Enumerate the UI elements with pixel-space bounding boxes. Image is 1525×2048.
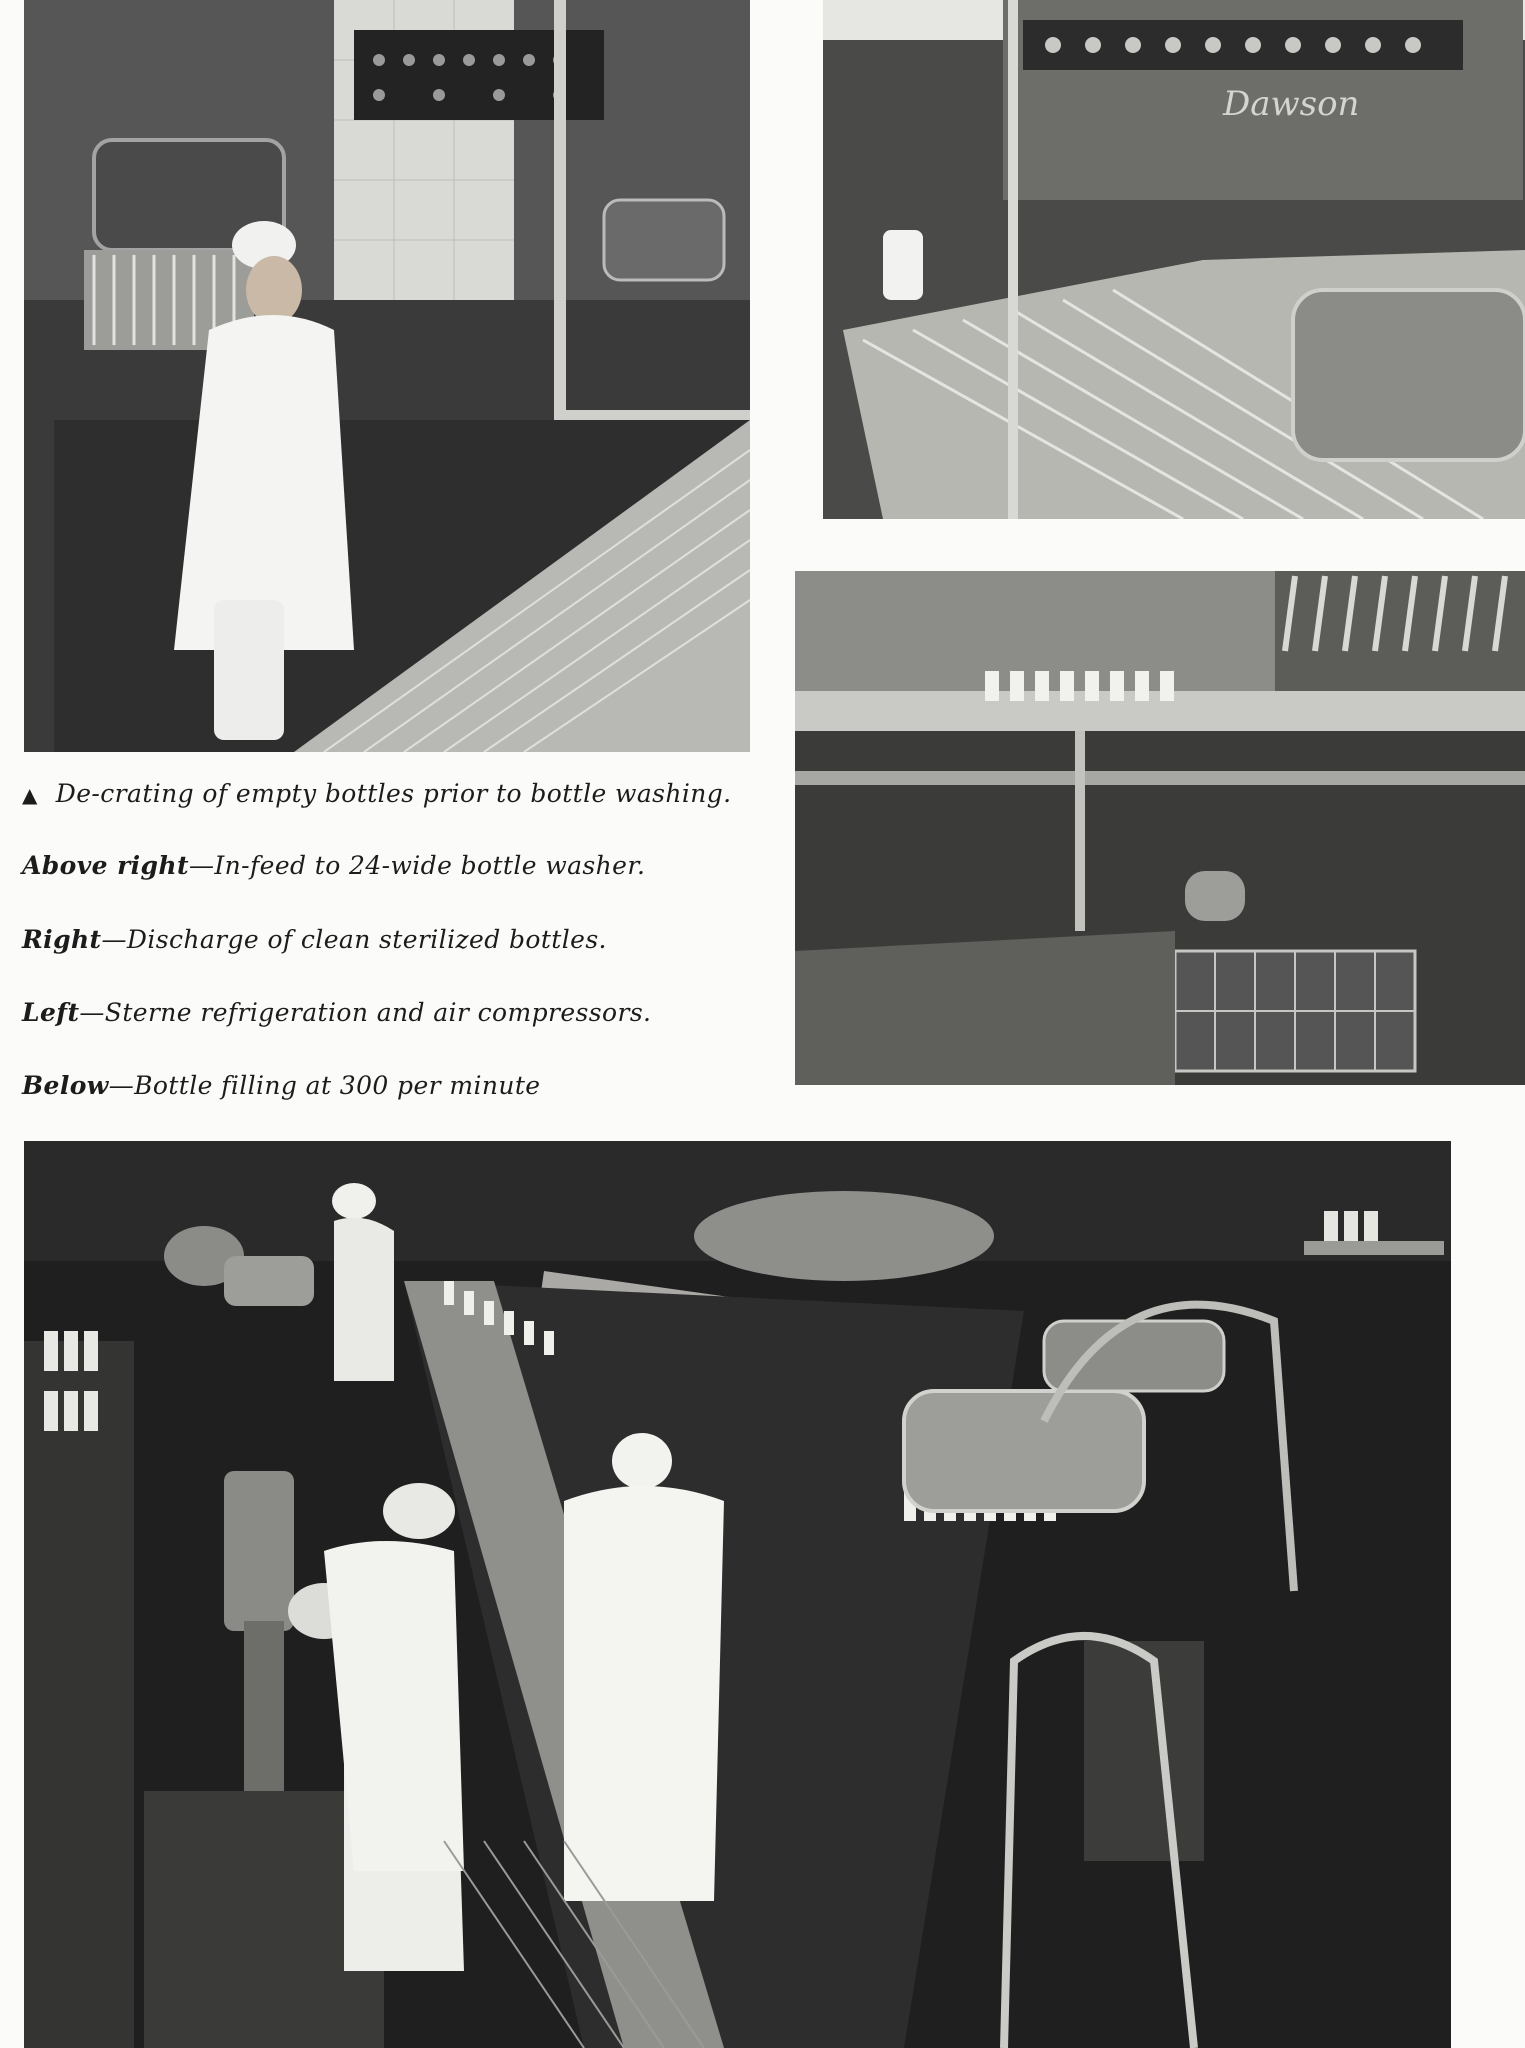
caption-right-lead: Right xyxy=(22,925,102,954)
photo-discharge-sterilized-bottles xyxy=(795,571,1525,1085)
photo-decrating-empty-bottles xyxy=(24,0,750,752)
caption-left-lead: Left xyxy=(22,998,80,1027)
caption-left-text: —Sterne refrigeration and air compressors. xyxy=(79,998,652,1027)
washer-brand-label: Dawson xyxy=(1223,84,1360,124)
caption-decrating-text: De-crating of empty bottles prior to bottle washing. xyxy=(55,779,732,808)
caption-left xyxy=(22,998,651,1027)
triangle-up-icon: ▲ xyxy=(22,783,38,807)
caption-above-right xyxy=(22,851,645,880)
caption-decrating xyxy=(22,779,732,808)
caption-right xyxy=(22,925,607,954)
caption-below-text: —Bottle filling at 300 per minute xyxy=(108,1071,541,1100)
caption-above-right-text: —In-feed to 24-wide bottle washer. xyxy=(188,851,646,880)
photo-infeed-bottle-washer xyxy=(823,0,1525,519)
caption-above-right-lead: Above right xyxy=(22,851,189,880)
caption-below-lead: Below xyxy=(22,1071,109,1100)
caption-below xyxy=(22,1071,540,1100)
caption-right-text: —Discharge of clean sterilized bottles. xyxy=(101,925,607,954)
photo-bottle-filling xyxy=(24,1141,1451,2048)
